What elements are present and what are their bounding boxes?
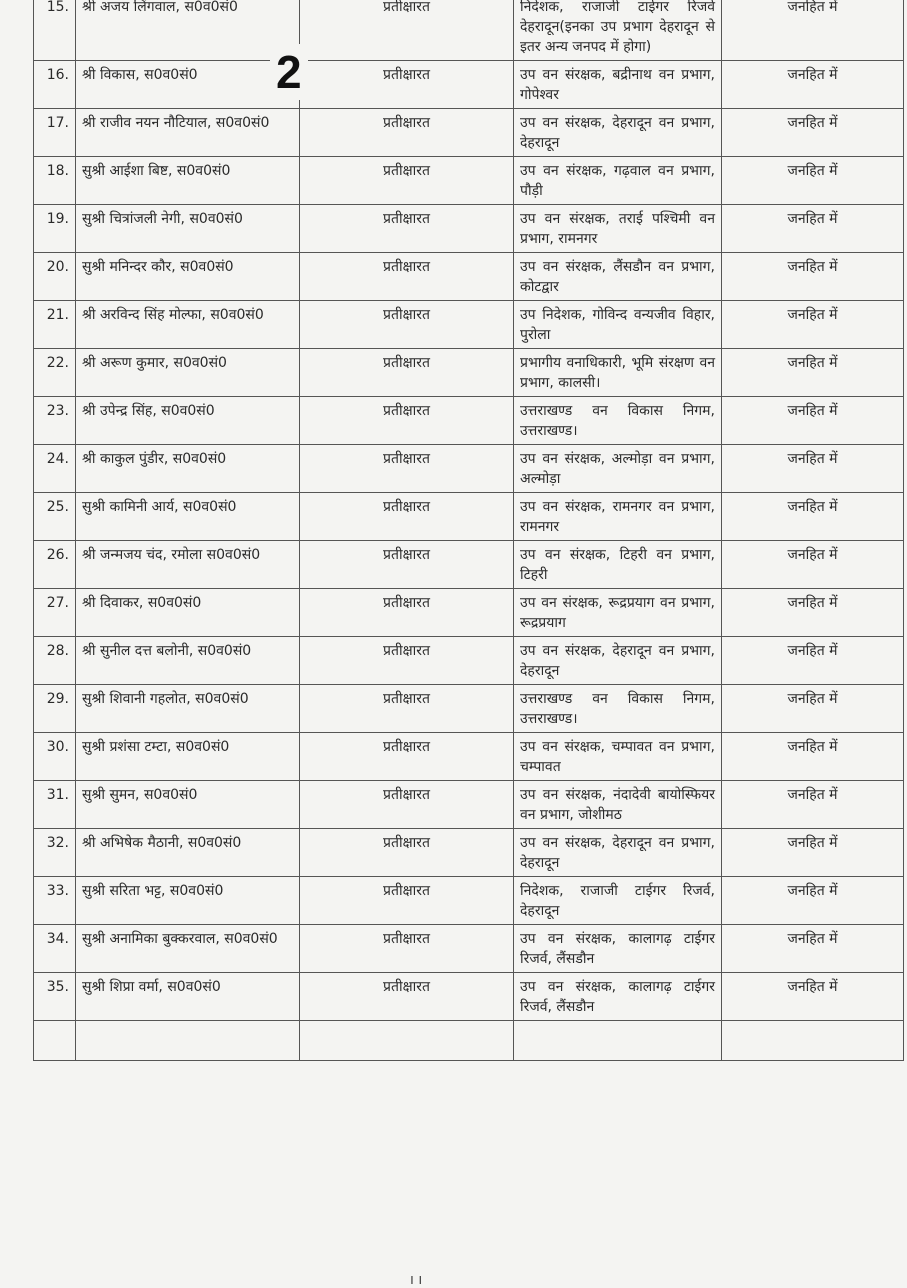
cell-sno: 15.: [34, 0, 76, 61]
table-row: [34, 877, 904, 925]
cell-sno: 18.: [34, 157, 76, 205]
cell-name: सुश्री अनामिका बुक्करवाल, स0व0सं0: [76, 925, 300, 973]
cell-reason: जनहित में: [722, 733, 904, 781]
cell-sno: 31.: [34, 781, 76, 829]
cell-sno: 21.: [34, 301, 76, 349]
cell-sno: 34.: [34, 925, 76, 973]
cell-sno: 27.: [34, 589, 76, 637]
cell-reason: जनहित में: [722, 205, 904, 253]
cell-from: प्रतीक्षारत: [300, 205, 514, 253]
cell-name: श्री दिवाकर, स0व0सं0: [76, 589, 300, 637]
cell-to: उत्तराखण्ड वन विकास निगम, उत्तराखण्ड।: [514, 685, 722, 733]
cell-from: प्रतीक्षारत: [300, 301, 514, 349]
empty-cell: [722, 1021, 904, 1061]
table-row: [34, 61, 904, 109]
cell-name: सुश्री सुमन, स0व0सं0: [76, 781, 300, 829]
cell-name: श्री अभिषेक मैठानी, स0व0सं0: [76, 829, 300, 877]
cell-name: श्री अरविन्द सिंह मोल्फा, स0व0सं0: [76, 301, 300, 349]
table-row: [34, 589, 904, 637]
cell-to: उप वन संरक्षक, नंदादेवी बायोस्फियर वन प्रभाग, जोशीमठ: [514, 781, 722, 829]
cell-from: प्रतीक्षारत: [300, 877, 514, 925]
cell-from: प्रतीक्षारत: [300, 493, 514, 541]
cell-reason: जनहित में: [722, 253, 904, 301]
table-row: [34, 157, 904, 205]
cell-from: प्रतीक्षारत: [300, 157, 514, 205]
cell-reason: जनहित में: [722, 493, 904, 541]
transfer-orders-table: [33, 0, 904, 1061]
cell-to: उप वन संरक्षक, रामनगर वन प्रभाग, रामनगर: [514, 493, 722, 541]
table-row: [34, 733, 904, 781]
cell-reason: जनहित में: [722, 877, 904, 925]
scan-mark: ı ı: [410, 1272, 423, 1288]
cell-reason: जनहित में: [722, 781, 904, 829]
table-row: [34, 397, 904, 445]
cell-name: श्री उपेन्द्र सिंह, स0व0सं0: [76, 397, 300, 445]
cell-sno: 35.: [34, 973, 76, 1021]
cell-reason: जनहित में: [722, 0, 904, 61]
empty-row: [34, 1021, 904, 1061]
cell-name: श्री काकुल पुंडीर, स0व0सं0: [76, 445, 300, 493]
cell-sno: 17.: [34, 109, 76, 157]
cell-from: प्रतीक्षारत: [300, 973, 514, 1021]
cell-to: उप वन संरक्षक, बद्रीनाथ वन प्रभाग, गोपेश्वर: [514, 61, 722, 109]
table-row: [34, 541, 904, 589]
cell-sno: 20.: [34, 253, 76, 301]
cell-reason: जनहित में: [722, 589, 904, 637]
cell-reason: जनहित में: [722, 397, 904, 445]
cell-reason: जनहित में: [722, 685, 904, 733]
table-row: [34, 637, 904, 685]
cell-from: प्रतीक्षारत: [300, 253, 514, 301]
cell-from: प्रतीक्षारत: [300, 0, 514, 61]
cell-from: प्रतीक्षारत: [300, 349, 514, 397]
cell-reason: जनहित में: [722, 829, 904, 877]
cell-from: प्रतीक्षारत: [300, 589, 514, 637]
cell-from: प्रतीक्षारत: [300, 733, 514, 781]
cell-to: उप वन संरक्षक, लैंसडौन वन प्रभाग, कोटद्वार: [514, 253, 722, 301]
cell-sno: 30.: [34, 733, 76, 781]
cell-to: उप वन संरक्षक, अल्मोड़ा वन प्रभाग, अल्मोड़ा: [514, 445, 722, 493]
cell-to: निदेशक, राजाजी टाईगर रिजर्व, देहरादून: [514, 877, 722, 925]
cell-from: प्रतीक्षारत: [300, 925, 514, 973]
cell-to: प्रभागीय वनाधिकारी, भूमि संरक्षण वन प्रभाग, कालसी।: [514, 349, 722, 397]
cell-name: श्री अरूण कुमार, स0व0सं0: [76, 349, 300, 397]
cell-reason: जनहित में: [722, 445, 904, 493]
cell-reason: जनहित में: [722, 109, 904, 157]
cell-reason: जनहित में: [722, 637, 904, 685]
table-row: [34, 301, 904, 349]
cell-reason: जनहित में: [722, 157, 904, 205]
cell-to: उप वन संरक्षक, कालागढ़ टाईगर रिजर्व, लैंसडौन: [514, 925, 722, 973]
cell-name: श्री विकास, स0व0सं0: [76, 61, 300, 109]
cell-name: सुश्री कामिनी आर्य, स0व0सं0: [76, 493, 300, 541]
cell-reason: जनहित में: [722, 925, 904, 973]
cell-to: उप वन संरक्षक, चम्पावत वन प्रभाग, चम्पावत: [514, 733, 722, 781]
cell-sno: 19.: [34, 205, 76, 253]
cell-to: उप वन संरक्षक, तराई पश्चिमी वन प्रभाग, रामनगर: [514, 205, 722, 253]
table-row: [34, 445, 904, 493]
cell-reason: जनहित में: [722, 61, 904, 109]
cell-to: उप वन संरक्षक, रूद्रप्रयाग वन प्रभाग, रूद्रप्रयाग: [514, 589, 722, 637]
cell-name: सुश्री शिवानी गहलोत, स0व0सं0: [76, 685, 300, 733]
table-row: [34, 781, 904, 829]
cell-from: प्रतीक्षारत: [300, 637, 514, 685]
cell-sno: 22.: [34, 349, 76, 397]
table-row: [34, 685, 904, 733]
empty-cell: [34, 1021, 76, 1061]
cell-from: प्रतीक्षारत: [300, 541, 514, 589]
cell-to: उप वन संरक्षक, देहरादून वन प्रभाग, देहरादून: [514, 109, 722, 157]
cell-sno: 33.: [34, 877, 76, 925]
table-row: [34, 829, 904, 877]
cell-sno: 24.: [34, 445, 76, 493]
table-body: [34, 0, 904, 1061]
cell-to: उप वन संरक्षक, देहरादून वन प्रभाग, देहरादून: [514, 829, 722, 877]
table-row: [34, 349, 904, 397]
cell-from: प्रतीक्षारत: [300, 781, 514, 829]
empty-cell: [514, 1021, 722, 1061]
cell-name: श्री राजीव नयन नौटियाल, स0व0सं0: [76, 109, 300, 157]
empty-cell: [300, 1021, 514, 1061]
empty-cell: [76, 1021, 300, 1061]
page-number: 2: [270, 44, 308, 100]
cell-name: सुश्री चित्रांजली नेगी, स0व0सं0: [76, 205, 300, 253]
cell-from: प्रतीक्षारत: [300, 397, 514, 445]
table-row: [34, 0, 904, 61]
cell-name: सुश्री सरिता भट्ट, स0व0सं0: [76, 877, 300, 925]
cell-sno: 23.: [34, 397, 76, 445]
cell-sno: 25.: [34, 493, 76, 541]
cell-sno: 16.: [34, 61, 76, 109]
table-row: [34, 253, 904, 301]
cell-to: उप वन संरक्षक, गढ़वाल वन प्रभाग, पौड़ी: [514, 157, 722, 205]
cell-from: प्रतीक्षारत: [300, 685, 514, 733]
cell-to: उप वन संरक्षक, कालागढ़ टाईगर रिजर्व, लैंसडौन: [514, 973, 722, 1021]
cell-sno: 29.: [34, 685, 76, 733]
cell-reason: जनहित में: [722, 541, 904, 589]
cell-name: सुश्री प्रशंसा टम्टा, स0व0सं0: [76, 733, 300, 781]
cell-name: श्री सुनील दत्त बलोनी, स0व0सं0: [76, 637, 300, 685]
cell-reason: जनहित में: [722, 301, 904, 349]
cell-to: उप वन संरक्षक, टिहरी वन प्रभाग, टिहरी: [514, 541, 722, 589]
cell-sno: 32.: [34, 829, 76, 877]
table-row: [34, 493, 904, 541]
cell-from: प्रतीक्षारत: [300, 61, 514, 109]
table-row: [34, 973, 904, 1021]
cell-name: सुश्री शिप्रा वर्मा, स0व0सं0: [76, 973, 300, 1021]
cell-name: सुश्री आईशा बिष्ट, स0व0सं0: [76, 157, 300, 205]
cell-reason: जनहित में: [722, 973, 904, 1021]
cell-name: सुश्री मनिन्दर कौर, स0व0सं0: [76, 253, 300, 301]
cell-name: श्री अजय लिंगवाल, स0व0सं0: [76, 0, 300, 61]
cell-from: प्रतीक्षारत: [300, 445, 514, 493]
cell-to: उप निदेशक, गोविन्द वन्यजीव विहार, पुरोला: [514, 301, 722, 349]
cell-from: प्रतीक्षारत: [300, 829, 514, 877]
cell-from: प्रतीक्षारत: [300, 109, 514, 157]
cell-sno: 28.: [34, 637, 76, 685]
cell-sno: 26.: [34, 541, 76, 589]
table-row: [34, 205, 904, 253]
table-row: [34, 925, 904, 973]
table-row: [34, 109, 904, 157]
cell-to: उत्तराखण्ड वन विकास निगम, उत्तराखण्ड।: [514, 397, 722, 445]
cell-reason: जनहित में: [722, 349, 904, 397]
cell-to: उप वन संरक्षक, देहरादून वन प्रभाग, देहरादून: [514, 637, 722, 685]
cell-to: निदेशक, राजाजी टाईगर रिजर्व देहरादून(इनका उप प्रभाग देहरादून से इतर अन्य जनपद में होगा): [514, 0, 722, 61]
cell-name: श्री जन्मजय चंद, रमोला स0व0सं0: [76, 541, 300, 589]
